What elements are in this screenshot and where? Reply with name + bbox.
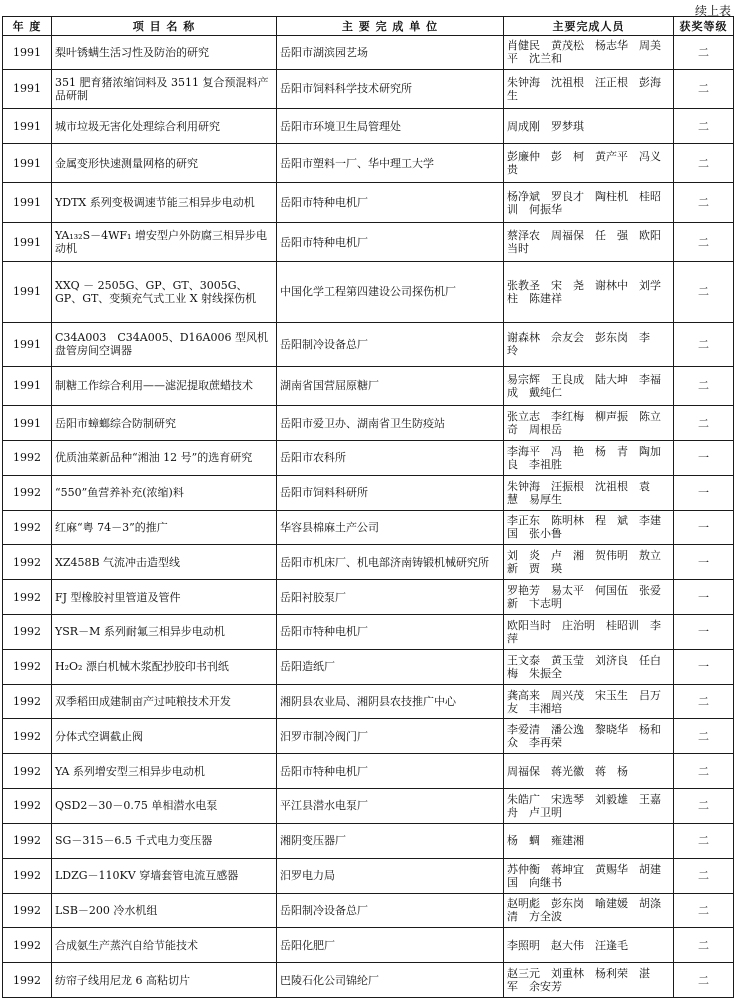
project-name-cell: YA₁₃₂S－4WF₁ 增安型户外防腐三相异步电动机 — [52, 222, 277, 261]
award-level-cell: 二 — [674, 684, 734, 719]
award-level-cell: 二 — [674, 893, 734, 928]
table-row — [3, 684, 734, 719]
people-cell: 苏仲衡 蒋坤宜 黄赐华 胡建国 向继书 — [504, 858, 674, 893]
people-cell: 罗艳芳 易太平 何国伍 张爱新 卞志明 — [504, 580, 674, 615]
year-cell: 1992 — [3, 823, 52, 858]
award-level-cell: 二 — [674, 109, 734, 144]
header-year: 年 度 — [3, 17, 52, 36]
year-cell: 1991 — [3, 366, 52, 405]
people-cell: 易宗辉 王良成 陆大坤 李福成 戴纯仁 — [504, 366, 674, 405]
awards-table — [2, 16, 734, 998]
unit-cell: 岳阳造纸厂 — [277, 649, 504, 684]
table-row — [3, 580, 734, 615]
project-name-cell: 合成氨生产蒸汽自给节能技术 — [52, 928, 277, 963]
table-row — [3, 510, 734, 545]
project-name-cell: FJ 型橡胶衬里管道及管件 — [52, 580, 277, 615]
award-level-cell: 一 — [674, 580, 734, 615]
table-row — [3, 928, 734, 963]
table-row — [3, 69, 734, 108]
year-cell: 1992 — [3, 928, 52, 963]
header-unit: 主 要 完 成 单 位 — [277, 17, 504, 36]
project-name-cell: QSD2－30－0.75 单相潜水电泵 — [52, 789, 277, 824]
project-name-cell: 金属变形快速测量网格的研究 — [52, 143, 277, 182]
people-cell: 谢森林 佘友会 彭东岗 李 玲 — [504, 322, 674, 366]
project-name-cell: 城市垃圾无害化处理综合利用研究 — [52, 109, 277, 144]
unit-cell: 华容县棉麻土产公司 — [277, 510, 504, 545]
people-cell: 李海平 冯 艳 杨 青 陶加良 李祖胜 — [504, 440, 674, 475]
table-row — [3, 475, 734, 510]
award-level-cell: 二 — [674, 322, 734, 366]
year-cell: 1992 — [3, 440, 52, 475]
year-cell: 1991 — [3, 406, 52, 441]
project-name-cell: XXQ － 2505G、GP、GT、3005G、GP、GT、变频充气式工业 X 射线探伤机 — [52, 262, 277, 322]
header-award: 获奖等级 — [674, 17, 734, 36]
unit-cell: 岳阳市机床厂、机电部济南铸锻机械研究所 — [277, 545, 504, 580]
year-cell: 1992 — [3, 475, 52, 510]
unit-cell: 岳阳市特种电机厂 — [277, 615, 504, 650]
people-cell: 张教圣 宋 尧 谢林中 刘学柱 陈建祥 — [504, 262, 674, 322]
unit-cell: 岳阳市特种电机厂 — [277, 754, 504, 789]
people-cell: 朱钟海 沈祖根 汪正根 彭海生 — [504, 69, 674, 108]
people-cell: 朱钟海 汪振根 沈祖根 袁 慧 易厚生 — [504, 475, 674, 510]
year-cell: 1991 — [3, 322, 52, 366]
unit-cell: 岳阳市饲料科研所 — [277, 475, 504, 510]
header-project: 项 目 名 称 — [52, 17, 277, 36]
table-row — [3, 36, 734, 70]
people-cell: 周福保 蒋光徽 蒋 杨 — [504, 754, 674, 789]
table-row — [3, 366, 734, 405]
year-cell: 1992 — [3, 580, 52, 615]
year-cell: 1992 — [3, 754, 52, 789]
project-name-cell: 双季稻田成建制亩产过吨粮技术开发 — [52, 684, 277, 719]
project-name-cell: YDTX 系列变极调速节能三相异步电动机 — [52, 183, 277, 222]
award-level-cell: 二 — [674, 858, 734, 893]
year-cell: 1991 — [3, 262, 52, 322]
award-level-cell: 二 — [674, 222, 734, 261]
continued-label: 续上表 — [694, 4, 731, 18]
table-row — [3, 406, 734, 441]
award-level-cell: 二 — [674, 69, 734, 108]
award-level-cell: 一 — [674, 545, 734, 580]
year-cell: 1991 — [3, 69, 52, 108]
project-name-cell: “550”鱼营养补充(浓缩)料 — [52, 475, 277, 510]
people-cell: 朱皓广 宋选琴 刘毅雄 王嘉舟 卢卫明 — [504, 789, 674, 824]
award-level-cell: 一 — [674, 649, 734, 684]
project-name-cell: H₂O₂ 漂白机械木浆配抄胶印书刊纸 — [52, 649, 277, 684]
unit-cell: 平江县潜水电泵厂 — [277, 789, 504, 824]
project-name-cell: 制糖工作综合利用——滤泥提取蔗蜡技术 — [52, 366, 277, 405]
project-name-cell: 纺帘子线用尼龙 6 高粘切片 — [52, 963, 277, 998]
table-row — [3, 109, 734, 144]
project-name-cell: C34A003 C34A005、D16A006 型风机盘管房间空调器 — [52, 322, 277, 366]
people-cell: 王文泰 黄玉莹 刘济良 任白梅 朱振全 — [504, 649, 674, 684]
table-row — [3, 719, 734, 754]
unit-cell: 岳阳市湖滨园艺场 — [277, 36, 504, 70]
award-level-cell: 二 — [674, 183, 734, 222]
table-row — [3, 649, 734, 684]
unit-cell: 巴陵石化公司锦纶厂 — [277, 963, 504, 998]
people-cell: 周成刚 罗梦琪 — [504, 109, 674, 144]
unit-cell: 岳阳市饲料科学技术研究所 — [277, 69, 504, 108]
table-row — [3, 754, 734, 789]
table-row — [3, 615, 734, 650]
table-row — [3, 789, 734, 824]
unit-cell: 岳阳制冷设备总厂 — [277, 322, 504, 366]
people-cell: 赵三元 刘重林 杨利荣 湛 军 余安芳 — [504, 963, 674, 998]
award-level-cell: 二 — [674, 143, 734, 182]
people-cell: 杨净斌 罗良才 陶柱机 桂昭训 何振华 — [504, 183, 674, 222]
award-level-cell: 一 — [674, 475, 734, 510]
people-cell: 欧阳当时 庄治明 桂昭训 李 萍 — [504, 615, 674, 650]
header-people: 主要完成人员 — [504, 17, 674, 36]
project-name-cell: XZ458B 气流冲击造型线 — [52, 545, 277, 580]
people-cell: 李正东 陈明林 程 斌 李建国 张小鲁 — [504, 510, 674, 545]
year-cell: 1992 — [3, 719, 52, 754]
people-cell: 赵明彪 彭东岗 喻建媛 胡涤清 方全波 — [504, 893, 674, 928]
award-level-cell: 二 — [674, 366, 734, 405]
table-row — [3, 858, 734, 893]
unit-cell: 岳阳市特种电机厂 — [277, 183, 504, 222]
unit-cell: 岳阳市塑料一厂、华中理工大学 — [277, 143, 504, 182]
project-name-cell: 梨叶锈螨生活习性及防治的研究 — [52, 36, 277, 70]
people-cell: 李照明 赵大伟 汪逢毛 — [504, 928, 674, 963]
year-cell: 1991 — [3, 109, 52, 144]
year-cell: 1991 — [3, 222, 52, 261]
project-name-cell: 优质油菜新品种“湘油 12 号”的选育研究 — [52, 440, 277, 475]
table-row — [3, 183, 734, 222]
award-level-cell: 一 — [674, 510, 734, 545]
project-name-cell: 351 肥育猪浓缩饲料及 3511 复合预混料产品研制 — [52, 69, 277, 108]
year-cell: 1992 — [3, 615, 52, 650]
award-level-cell: 二 — [674, 789, 734, 824]
table-row — [3, 440, 734, 475]
award-level-cell: 一 — [674, 440, 734, 475]
table-row — [3, 823, 734, 858]
people-cell: 龚高来 周兴茂 宋玉生 吕万友 丰湘培 — [504, 684, 674, 719]
project-name-cell: SG－315－6.5 千式电力变压器 — [52, 823, 277, 858]
unit-cell: 中国化学工程第四建设公司探伤机厂 — [277, 262, 504, 322]
unit-cell: 岳阳化肥厂 — [277, 928, 504, 963]
award-level-cell: 二 — [674, 963, 734, 998]
table-row — [3, 322, 734, 366]
award-level-cell: 二 — [674, 36, 734, 70]
award-level-cell: 二 — [674, 823, 734, 858]
award-level-cell: 二 — [674, 719, 734, 754]
award-level-cell: 二 — [674, 928, 734, 963]
unit-cell: 岳阳市特种电机厂 — [277, 222, 504, 261]
people-cell: 刘 炎 卢 湘 贺伟明 敖立新 贾 瑛 — [504, 545, 674, 580]
unit-cell: 汨罗电力局 — [277, 858, 504, 893]
unit-cell: 岳阳市环境卫生局管理处 — [277, 109, 504, 144]
award-level-cell: 二 — [674, 754, 734, 789]
people-cell: 彭廉仲 彭 柯 黄产平 冯义贵 — [504, 143, 674, 182]
people-cell: 李爱清 潘公逸 黎晓华 杨和众 李再荣 — [504, 719, 674, 754]
year-cell: 1992 — [3, 649, 52, 684]
unit-cell: 岳阳制冷设备总厂 — [277, 893, 504, 928]
unit-cell: 岳阳市农科所 — [277, 440, 504, 475]
award-level-cell: 一 — [674, 615, 734, 650]
project-name-cell: LDZG－110KV 穿墙套管电流互感器 — [52, 858, 277, 893]
table-row — [3, 143, 734, 182]
table-row — [3, 262, 734, 322]
unit-cell: 汨罗市制冷阀门厂 — [277, 719, 504, 754]
project-name-cell: LSB－200 冷水机组 — [52, 893, 277, 928]
people-cell: 杨 蜩 雍建湘 — [504, 823, 674, 858]
year-cell: 1991 — [3, 36, 52, 70]
year-cell: 1992 — [3, 893, 52, 928]
project-name-cell: 岳阳市蟑螂综合防制研究 — [52, 406, 277, 441]
year-cell: 1992 — [3, 858, 52, 893]
project-name-cell: 红麻“粤 74－3”的推广 — [52, 510, 277, 545]
year-cell: 1992 — [3, 684, 52, 719]
year-cell: 1991 — [3, 143, 52, 182]
award-level-cell: 二 — [674, 262, 734, 322]
unit-cell: 湖南省国营屈原糖厂 — [277, 366, 504, 405]
people-cell: 张立志 李红梅 柳声振 陈立奇 周根岳 — [504, 406, 674, 441]
unit-cell: 岳阳市爱卫办、湖南省卫生防疫站 — [277, 406, 504, 441]
people-cell: 蔡泽农 周福保 任 强 欧阳当时 — [504, 222, 674, 261]
table-row — [3, 893, 734, 928]
award-level-cell: 二 — [674, 406, 734, 441]
unit-cell: 湘阴县农业局、湘阴县农技推广中心 — [277, 684, 504, 719]
table-row — [3, 963, 734, 998]
header-row — [3, 17, 734, 36]
table-row — [3, 222, 734, 261]
year-cell: 1992 — [3, 545, 52, 580]
year-cell: 1992 — [3, 963, 52, 998]
project-name-cell: 分体式空调截止阀 — [52, 719, 277, 754]
project-name-cell: YSR－M 系列耐氟三相异步电动机 — [52, 615, 277, 650]
year-cell: 1992 — [3, 510, 52, 545]
year-cell: 1991 — [3, 183, 52, 222]
people-cell: 肖健民 黄茂松 杨志华 周美平 沈兰和 — [504, 36, 674, 70]
unit-cell: 湘阴变压器厂 — [277, 823, 504, 858]
table-row — [3, 545, 734, 580]
project-name-cell: YA 系列增安型三相异步电动机 — [52, 754, 277, 789]
year-cell: 1992 — [3, 789, 52, 824]
unit-cell: 岳阳衬胶泵厂 — [277, 580, 504, 615]
